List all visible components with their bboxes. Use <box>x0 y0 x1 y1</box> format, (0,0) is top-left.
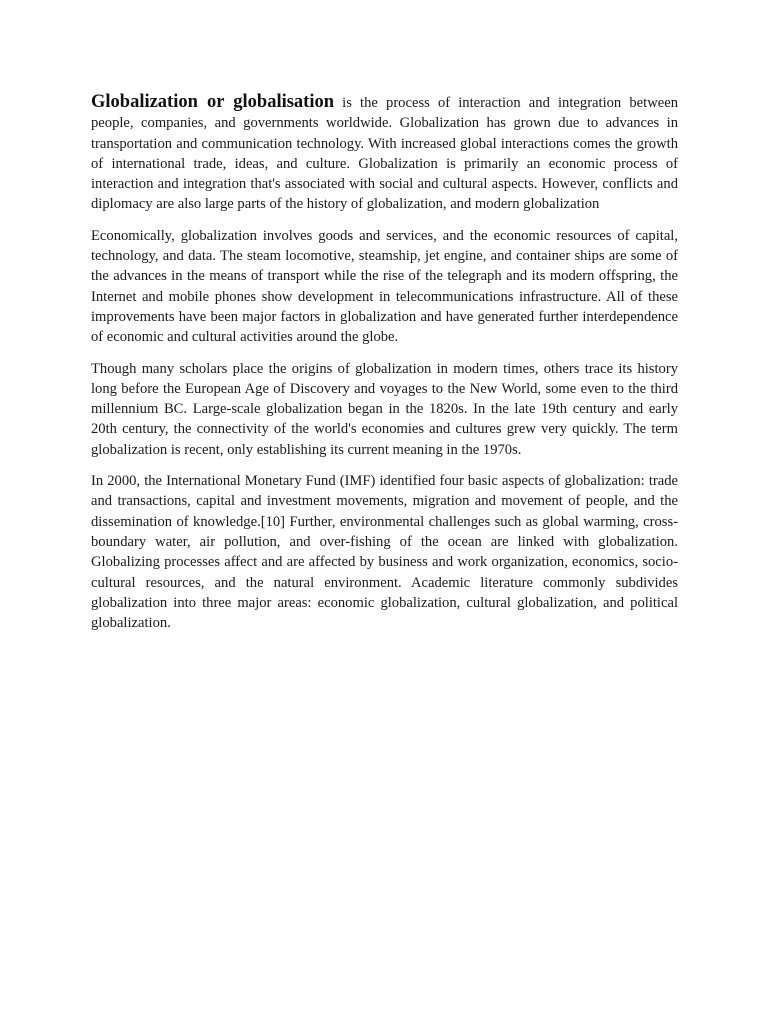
lead-term: Globalization or globalisation <box>91 92 335 112</box>
paragraph-1 <box>91 92 678 215</box>
paragraph-3: Though many scholars place the origins of globalization in modern times, others trace its history long before the European Age of Discovery and voyages to the New World, some even to the third millennium BC. Large-scale globalization began in the 1820s. In the late 19th century and early 20th century, the connectivity of the world's economies and cultures grew very quickly. The term globalization is recent, only establishing its current meaning in the 1970s. <box>91 360 678 458</box>
paragraph-4: In 2000, the International Monetary Fund (IMF) identified four basic aspects of globalization: trade and transactions, capital and investment movements, migration and movement of people, and the dissemination of knowledge.[10] Further, environmental challenges such as global warming, cross-boundary water, air pollution, and over-fishing of the ocean are linked with globalization. Globalizing processes affect and are affected by business and work organization, economics, socio-cultural resources, and the natural environment. Academic literature commonly subdivides globalization into three major areas: economic globalization, cultural globalization, and political globalization. <box>91 473 678 632</box>
paragraph-2: Economically, globalization involves goods and services, and the economic resources of capital, technology, and data. The steam locomotive, steamship, jet engine, and container ships are some of the advances in the means of transport while the rise of the telegraph and its modern offspring, the Internet and mobile phones show development in telecommunications infrastructure. All of these improvements have been major factors in globalization and have generated further interdependence of economic and cultural activities around the globe. <box>91 227 678 346</box>
paragraph-1-text: is the process of interaction and integration between people, companies, and governments worldwide. Globalization has grown due to advances in transportation and communication technology. With increased global interactions comes the growth of international trade, ideas, and culture. Globalization is primarily an economic process of interaction and integration that's associated with social and cultural aspects. However, conflicts and diplomacy are also large parts of the history of globalization, and modern globalization <box>91 95 678 213</box>
document-body <box>91 92 678 644</box>
